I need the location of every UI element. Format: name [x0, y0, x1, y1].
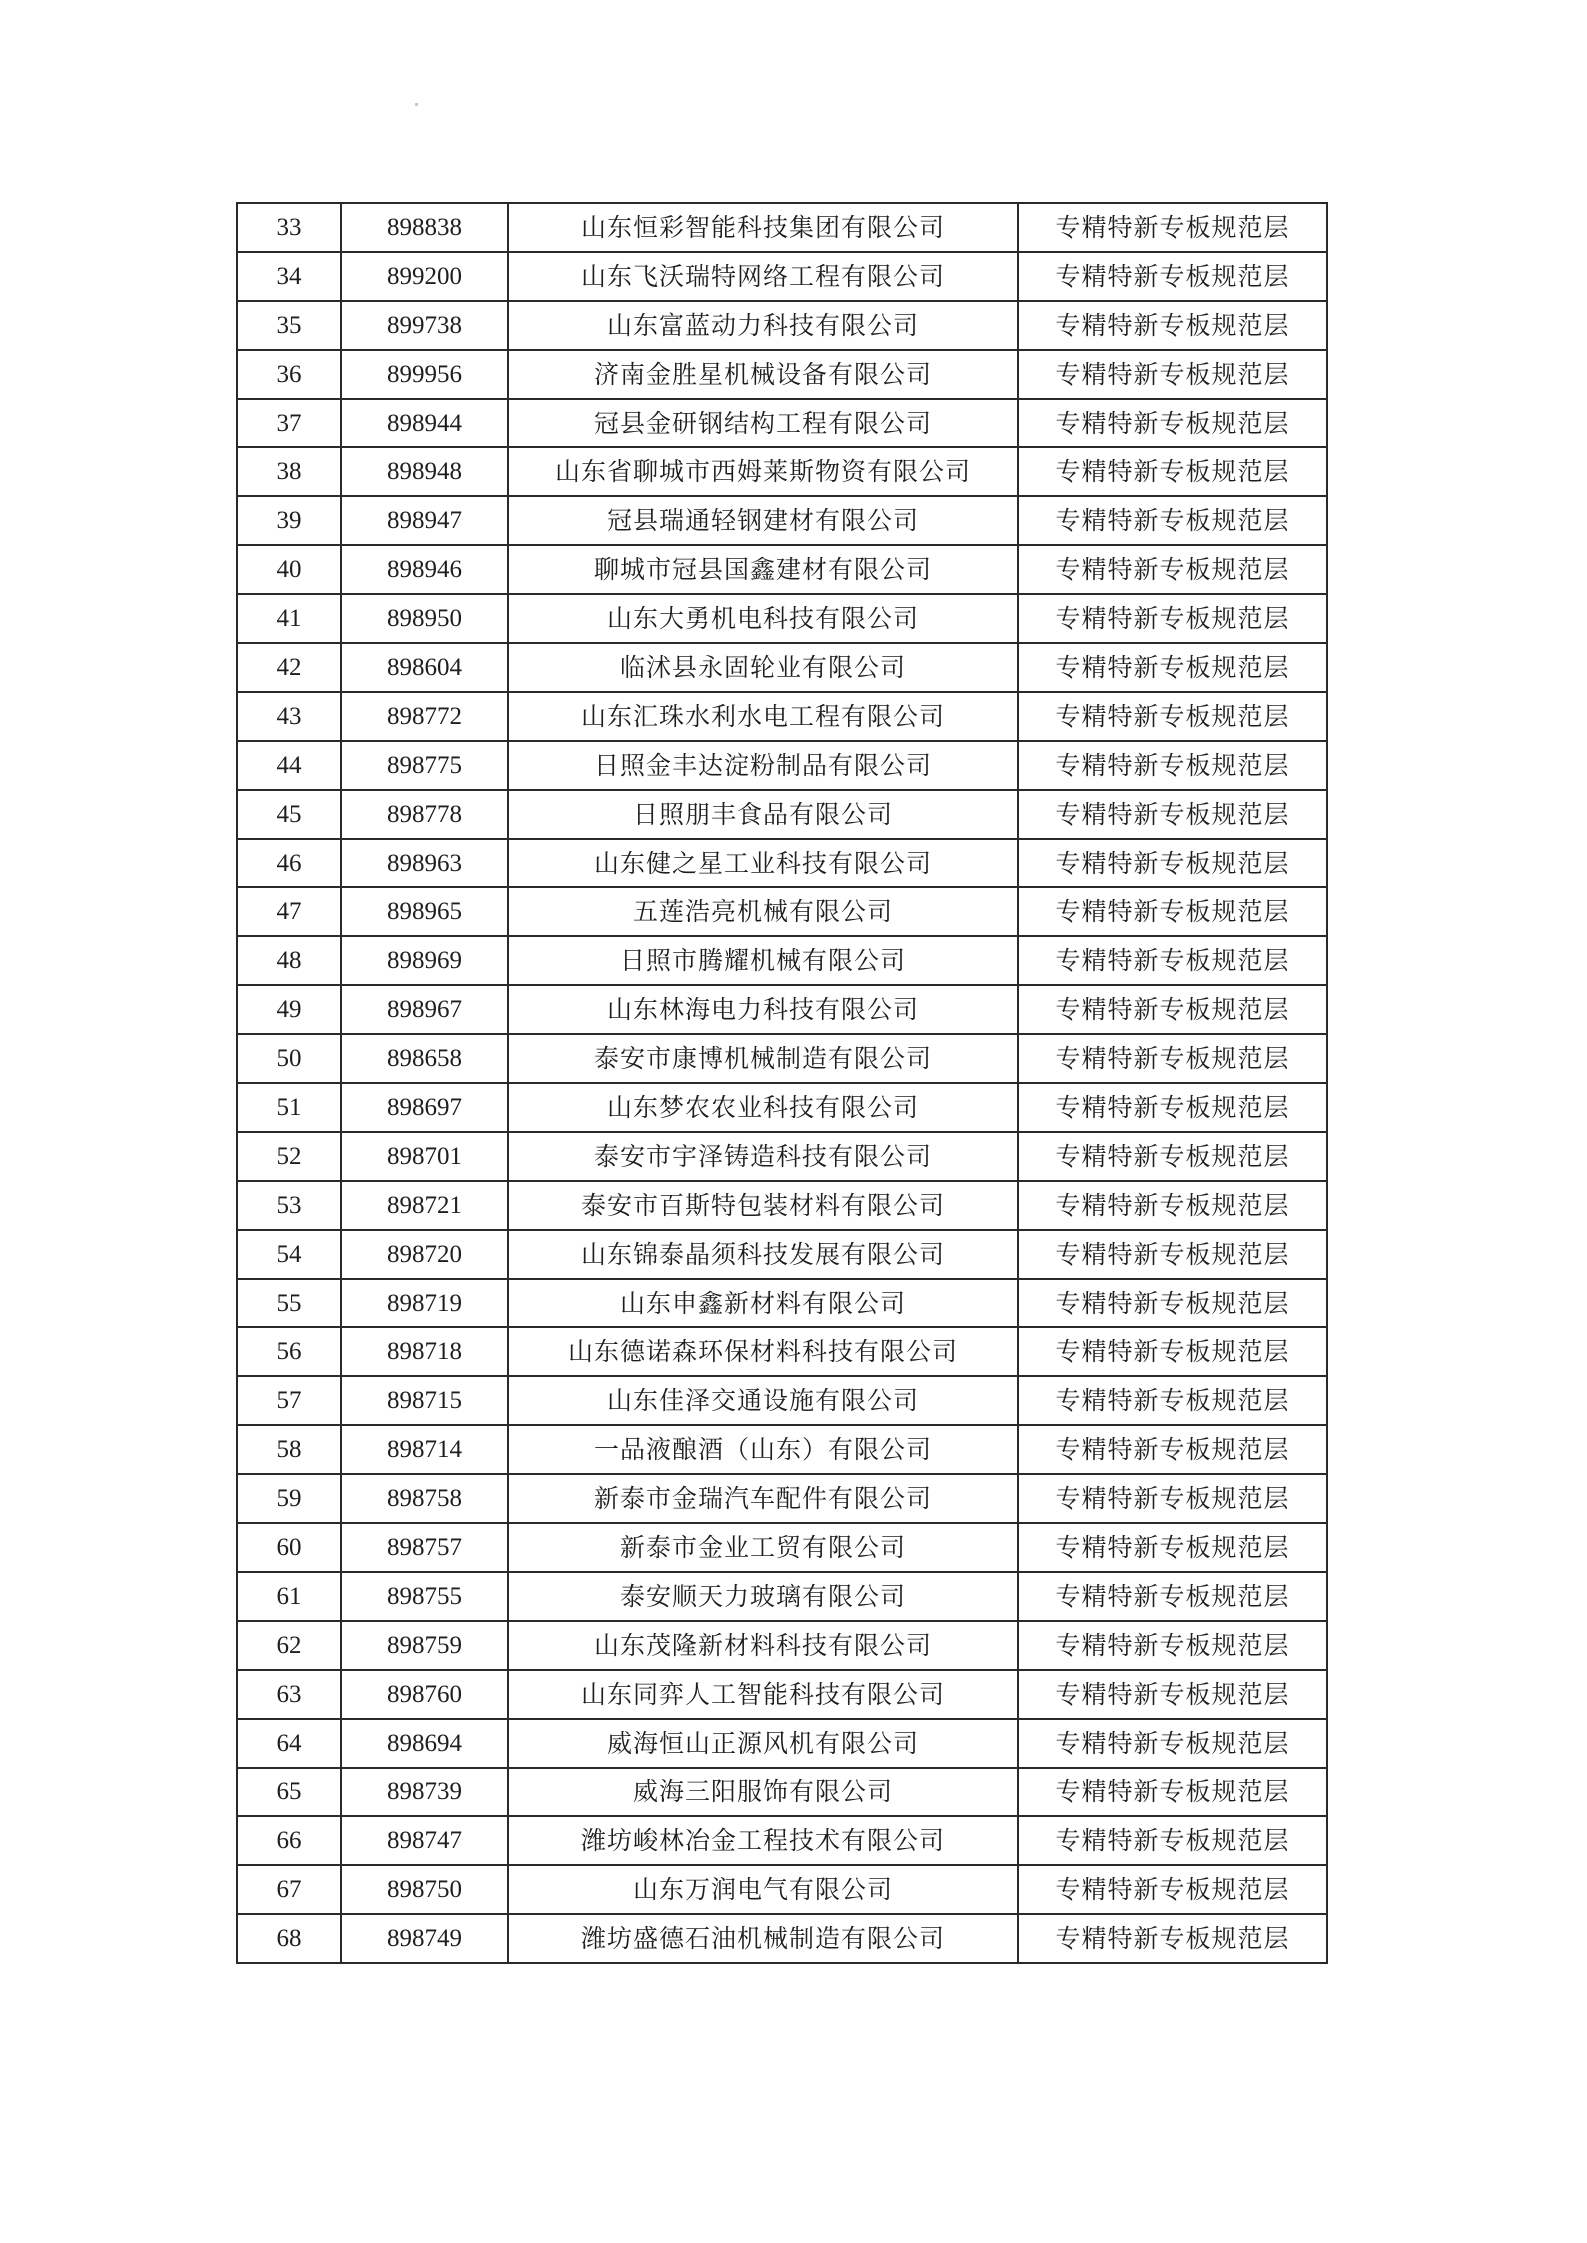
row-number-cell: 60 [237, 1523, 341, 1572]
table-body [237, 203, 1327, 1963]
stock-code-cell: 898967 [341, 985, 508, 1034]
scan-speck [415, 103, 418, 106]
table-row [237, 1376, 1327, 1425]
row-number-cell: 35 [237, 301, 341, 350]
company-name-cell: 山东省聊城市西姆莱斯物资有限公司 [508, 447, 1018, 496]
stock-code-cell: 898947 [341, 496, 508, 545]
market-tier-cell: 专精特新专板规范层 [1018, 496, 1327, 545]
row-number-cell: 40 [237, 545, 341, 594]
market-tier-cell: 专精特新专板规范层 [1018, 1816, 1327, 1865]
company-name-cell: 泰安市康博机械制造有限公司 [508, 1034, 1018, 1083]
market-tier-cell: 专精特新专板规范层 [1018, 887, 1327, 936]
table-row [237, 1523, 1327, 1572]
table-row [237, 790, 1327, 839]
company-name-cell: 冠县金研钢结构工程有限公司 [508, 399, 1018, 448]
company-name-cell: 山东同弈人工智能科技有限公司 [508, 1670, 1018, 1719]
stock-code-cell: 899200 [341, 252, 508, 301]
market-tier-cell: 专精特新专板规范层 [1018, 790, 1327, 839]
company-name-cell: 泰安顺天力玻璃有限公司 [508, 1572, 1018, 1621]
table-row [237, 1083, 1327, 1132]
row-number-cell: 56 [237, 1327, 341, 1376]
market-tier-cell: 专精特新专板规范层 [1018, 741, 1327, 790]
stock-code-cell: 898759 [341, 1621, 508, 1670]
market-tier-cell: 专精特新专板规范层 [1018, 1670, 1327, 1719]
table-row [237, 1279, 1327, 1328]
company-name-cell: 新泰市金瑞汽车配件有限公司 [508, 1474, 1018, 1523]
row-number-cell: 47 [237, 887, 341, 936]
table-row [237, 1621, 1327, 1670]
company-name-cell: 临沭县永固轮业有限公司 [508, 643, 1018, 692]
table-row [237, 545, 1327, 594]
row-number-cell: 53 [237, 1181, 341, 1230]
company-name-cell: 日照市腾耀机械有限公司 [508, 936, 1018, 985]
company-name-cell: 威海恒山正源风机有限公司 [508, 1719, 1018, 1768]
stock-code-cell: 898739 [341, 1768, 508, 1817]
table-row [237, 1425, 1327, 1474]
company-name-cell: 日照朋丰食品有限公司 [508, 790, 1018, 839]
table-row [237, 692, 1327, 741]
table-row [237, 887, 1327, 936]
stock-code-cell: 898778 [341, 790, 508, 839]
table-row [237, 496, 1327, 545]
stock-code-cell: 898758 [341, 1474, 508, 1523]
company-name-cell: 山东茂隆新材料科技有限公司 [508, 1621, 1018, 1670]
market-tier-cell: 专精特新专板规范层 [1018, 1768, 1327, 1817]
market-tier-cell: 专精特新专板规范层 [1018, 1621, 1327, 1670]
row-number-cell: 34 [237, 252, 341, 301]
stock-code-cell: 898721 [341, 1181, 508, 1230]
company-name-cell: 山东健之星工业科技有限公司 [508, 839, 1018, 888]
table-row [237, 1132, 1327, 1181]
stock-code-cell: 898757 [341, 1523, 508, 1572]
row-number-cell: 36 [237, 350, 341, 399]
stock-code-cell: 898747 [341, 1816, 508, 1865]
company-list-table [236, 202, 1328, 1964]
stock-code-cell: 898750 [341, 1865, 508, 1914]
table-row [237, 1719, 1327, 1768]
table-row [237, 252, 1327, 301]
market-tier-cell: 专精特新专板规范层 [1018, 252, 1327, 301]
market-tier-cell: 专精特新专板规范层 [1018, 1474, 1327, 1523]
row-number-cell: 42 [237, 643, 341, 692]
table-row [237, 203, 1327, 252]
row-number-cell: 33 [237, 203, 341, 252]
market-tier-cell: 专精特新专板规范层 [1018, 1425, 1327, 1474]
table-row [237, 1181, 1327, 1230]
table-row [237, 1914, 1327, 1963]
company-name-cell: 济南金胜星机械设备有限公司 [508, 350, 1018, 399]
stock-code-cell: 898714 [341, 1425, 508, 1474]
market-tier-cell: 专精特新专板规范层 [1018, 1083, 1327, 1132]
company-name-cell: 山东汇珠水利水电工程有限公司 [508, 692, 1018, 741]
market-tier-cell: 专精特新专板规范层 [1018, 1376, 1327, 1425]
table-row [237, 1865, 1327, 1914]
stock-code-cell: 898720 [341, 1230, 508, 1279]
table-row [237, 839, 1327, 888]
stock-code-cell: 898944 [341, 399, 508, 448]
company-name-cell: 山东大勇机电科技有限公司 [508, 594, 1018, 643]
stock-code-cell: 898963 [341, 839, 508, 888]
company-name-cell: 潍坊盛德石油机械制造有限公司 [508, 1914, 1018, 1963]
row-number-cell: 59 [237, 1474, 341, 1523]
table-row [237, 643, 1327, 692]
market-tier-cell: 专精特新专板规范层 [1018, 1327, 1327, 1376]
row-number-cell: 55 [237, 1279, 341, 1328]
stock-code-cell: 898965 [341, 887, 508, 936]
company-name-cell: 山东申鑫新材料有限公司 [508, 1279, 1018, 1328]
market-tier-cell: 专精特新专板规范层 [1018, 447, 1327, 496]
stock-code-cell: 898775 [341, 741, 508, 790]
table-row [237, 1327, 1327, 1376]
market-tier-cell: 专精特新专板规范层 [1018, 594, 1327, 643]
market-tier-cell: 专精特新专板规范层 [1018, 985, 1327, 1034]
stock-code-cell: 898838 [341, 203, 508, 252]
row-number-cell: 44 [237, 741, 341, 790]
market-tier-cell: 专精特新专板规范层 [1018, 643, 1327, 692]
market-tier-cell: 专精特新专板规范层 [1018, 1719, 1327, 1768]
row-number-cell: 46 [237, 839, 341, 888]
row-number-cell: 58 [237, 1425, 341, 1474]
company-name-cell: 山东富蓝动力科技有限公司 [508, 301, 1018, 350]
company-name-cell: 潍坊峻林冶金工程技术有限公司 [508, 1816, 1018, 1865]
table-row [237, 1474, 1327, 1523]
market-tier-cell: 专精特新专板规范层 [1018, 1132, 1327, 1181]
table-row [237, 1670, 1327, 1719]
stock-code-cell: 898715 [341, 1376, 508, 1425]
company-list-table-container [236, 202, 1326, 1964]
stock-code-cell: 898969 [341, 936, 508, 985]
row-number-cell: 57 [237, 1376, 341, 1425]
row-number-cell: 51 [237, 1083, 341, 1132]
row-number-cell: 48 [237, 936, 341, 985]
table-row [237, 936, 1327, 985]
row-number-cell: 67 [237, 1865, 341, 1914]
company-name-cell: 五莲浩亮机械有限公司 [508, 887, 1018, 936]
company-name-cell: 山东佳泽交通设施有限公司 [508, 1376, 1018, 1425]
row-number-cell: 63 [237, 1670, 341, 1719]
market-tier-cell: 专精特新专板规范层 [1018, 692, 1327, 741]
market-tier-cell: 专精特新专板规范层 [1018, 545, 1327, 594]
row-number-cell: 37 [237, 399, 341, 448]
market-tier-cell: 专精特新专板规范层 [1018, 1279, 1327, 1328]
market-tier-cell: 专精特新专板规范层 [1018, 1034, 1327, 1083]
market-tier-cell: 专精特新专板规范层 [1018, 1523, 1327, 1572]
row-number-cell: 49 [237, 985, 341, 1034]
stock-code-cell: 898719 [341, 1279, 508, 1328]
company-name-cell: 聊城市冠县国鑫建材有限公司 [508, 545, 1018, 594]
row-number-cell: 68 [237, 1914, 341, 1963]
row-number-cell: 45 [237, 790, 341, 839]
market-tier-cell: 专精特新专板规范层 [1018, 203, 1327, 252]
market-tier-cell: 专精特新专板规范层 [1018, 936, 1327, 985]
company-name-cell: 山东锦泰晶须科技发展有限公司 [508, 1230, 1018, 1279]
company-name-cell: 泰安市宇泽铸造科技有限公司 [508, 1132, 1018, 1181]
stock-code-cell: 898749 [341, 1914, 508, 1963]
market-tier-cell: 专精特新专板规范层 [1018, 301, 1327, 350]
row-number-cell: 41 [237, 594, 341, 643]
row-number-cell: 64 [237, 1719, 341, 1768]
row-number-cell: 52 [237, 1132, 341, 1181]
company-name-cell: 新泰市金业工贸有限公司 [508, 1523, 1018, 1572]
market-tier-cell: 专精特新专板规范层 [1018, 1230, 1327, 1279]
table-row [237, 447, 1327, 496]
company-name-cell: 山东飞沃瑞特网络工程有限公司 [508, 252, 1018, 301]
stock-code-cell: 898701 [341, 1132, 508, 1181]
table-row [237, 1034, 1327, 1083]
stock-code-cell: 898772 [341, 692, 508, 741]
row-number-cell: 38 [237, 447, 341, 496]
row-number-cell: 62 [237, 1621, 341, 1670]
table-row [237, 1572, 1327, 1621]
table-row [237, 1768, 1327, 1817]
company-name-cell: 威海三阳服饰有限公司 [508, 1768, 1018, 1817]
table-row [237, 594, 1327, 643]
company-name-cell: 山东林海电力科技有限公司 [508, 985, 1018, 1034]
market-tier-cell: 专精特新专板规范层 [1018, 1572, 1327, 1621]
table-row [237, 350, 1327, 399]
row-number-cell: 65 [237, 1768, 341, 1817]
stock-code-cell: 898718 [341, 1327, 508, 1376]
company-name-cell: 日照金丰达淀粉制品有限公司 [508, 741, 1018, 790]
stock-code-cell: 898658 [341, 1034, 508, 1083]
market-tier-cell: 专精特新专板规范层 [1018, 839, 1327, 888]
stock-code-cell: 898755 [341, 1572, 508, 1621]
row-number-cell: 54 [237, 1230, 341, 1279]
stock-code-cell: 898697 [341, 1083, 508, 1132]
table-row [237, 399, 1327, 448]
company-name-cell: 山东万润电气有限公司 [508, 1865, 1018, 1914]
row-number-cell: 66 [237, 1816, 341, 1865]
company-name-cell: 冠县瑞通轻钢建材有限公司 [508, 496, 1018, 545]
market-tier-cell: 专精特新专板规范层 [1018, 399, 1327, 448]
row-number-cell: 61 [237, 1572, 341, 1621]
row-number-cell: 39 [237, 496, 341, 545]
market-tier-cell: 专精特新专板规范层 [1018, 350, 1327, 399]
table-row [237, 301, 1327, 350]
market-tier-cell: 专精特新专板规范层 [1018, 1181, 1327, 1230]
stock-code-cell: 899738 [341, 301, 508, 350]
market-tier-cell: 专精特新专板规范层 [1018, 1914, 1327, 1963]
stock-code-cell: 898948 [341, 447, 508, 496]
stock-code-cell: 898950 [341, 594, 508, 643]
table-row [237, 1230, 1327, 1279]
company-name-cell: 山东恒彩智能科技集团有限公司 [508, 203, 1018, 252]
table-row [237, 741, 1327, 790]
stock-code-cell: 899956 [341, 350, 508, 399]
company-name-cell: 山东梦农农业科技有限公司 [508, 1083, 1018, 1132]
row-number-cell: 43 [237, 692, 341, 741]
table-row [237, 1816, 1327, 1865]
table-row [237, 985, 1327, 1034]
market-tier-cell: 专精特新专板规范层 [1018, 1865, 1327, 1914]
company-name-cell: 泰安市百斯特包装材料有限公司 [508, 1181, 1018, 1230]
stock-code-cell: 898604 [341, 643, 508, 692]
company-name-cell: 一品液酿酒（山东）有限公司 [508, 1425, 1018, 1474]
row-number-cell: 50 [237, 1034, 341, 1083]
stock-code-cell: 898946 [341, 545, 508, 594]
company-name-cell: 山东德诺森环保材料科技有限公司 [508, 1327, 1018, 1376]
stock-code-cell: 898760 [341, 1670, 508, 1719]
stock-code-cell: 898694 [341, 1719, 508, 1768]
